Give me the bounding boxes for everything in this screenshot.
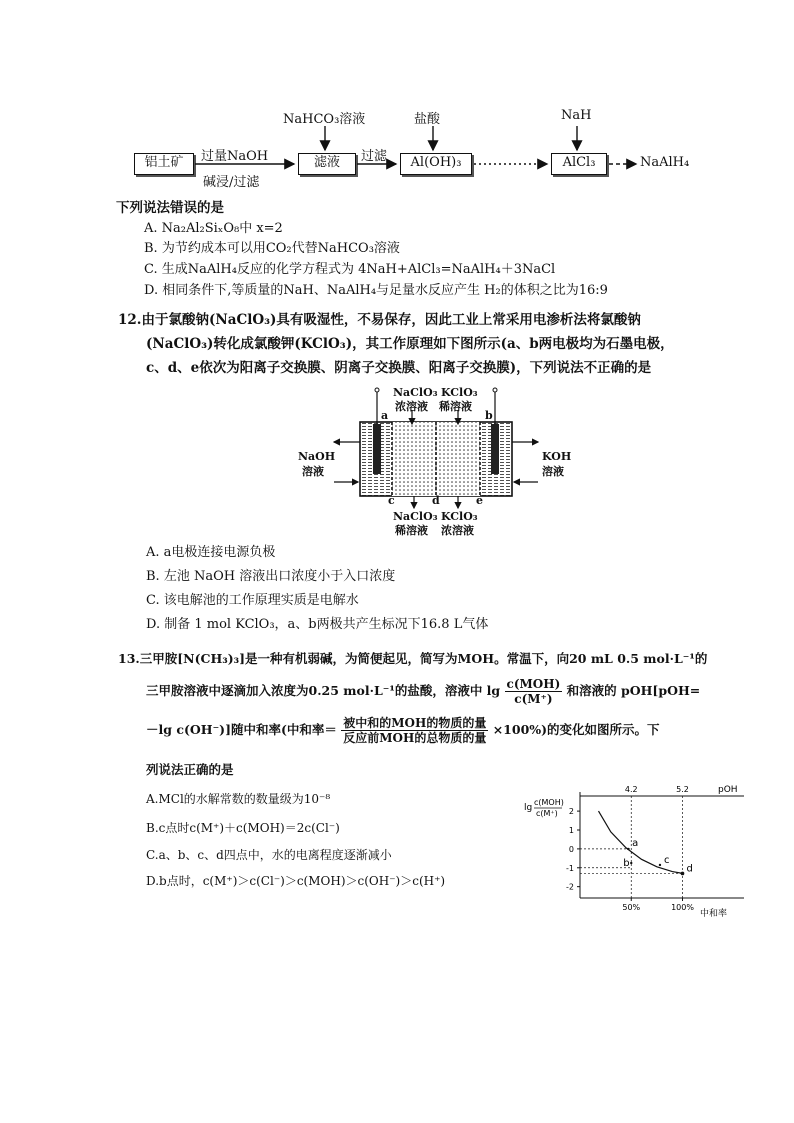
y-tick-label: 2 xyxy=(568,807,574,817)
flow-step1-bottom: 碱浸/过滤 xyxy=(203,175,260,190)
q13-line3-fraction xyxy=(341,716,488,745)
flow-step2-label: 过滤 xyxy=(361,149,388,164)
membrane-d-label: d xyxy=(432,494,440,507)
q11-option-b: B. 为节约成本可以用CO₂代替NaHCO₃溶液 xyxy=(144,241,400,256)
q11-stem: 下列说法错误的是 xyxy=(116,200,224,216)
y-tick-label: -2 xyxy=(566,882,574,892)
point-c xyxy=(659,864,661,866)
diagram-left-1: NaOH xyxy=(298,450,336,463)
q13-option-a: A.MCl的水解常数的数量级为10⁻⁸ xyxy=(146,792,331,806)
flow-reagent-nah: NaH xyxy=(561,108,592,123)
diagram-bottom-right-1: KClO₃ xyxy=(441,510,478,523)
q12-stem-line1: 12.由于氯酸钠(NaClO₃)具有吸湿性，不易保存，因此工业上常采用电渗析法将氯酸钠 xyxy=(118,312,641,328)
q13-line3-den: 反应前MOH的总物质的量 xyxy=(343,731,487,745)
q13-line2-den: c(M⁺) xyxy=(514,692,553,706)
q11-option-a: A. Na₂Al₂SiₓO₈中 x=2 xyxy=(144,221,283,236)
flow-node-start: 铝土矿 xyxy=(134,153,194,175)
top-tick-label: 5.2 xyxy=(676,785,689,794)
top-tick-label: 4.2 xyxy=(624,785,638,794)
membrane-e-label: e xyxy=(476,494,483,507)
q13-line3-num: 被中和的MOH的物质的量 xyxy=(343,716,487,730)
y-tick-label: 1 xyxy=(568,826,574,835)
q13-line2 xyxy=(146,677,700,706)
flow-step1-top: 过量NaOH xyxy=(201,149,269,164)
x-axis-label: 中和率 xyxy=(700,909,728,919)
q13-line2-num: c(MOH) xyxy=(506,677,561,691)
flow-node-filtrate: 滤液 xyxy=(298,153,356,175)
point-label-b: b xyxy=(623,858,630,870)
y-tick-label: -1 xyxy=(566,863,574,873)
flow-reagent-hcl: 盐酸 xyxy=(414,112,441,127)
flow-node-alcl3: AlCl₃ xyxy=(551,153,607,175)
top-axis-label: pOH xyxy=(718,785,738,795)
point-label-c: c xyxy=(663,854,670,866)
flow-node-end: NaAlH₄ xyxy=(640,155,690,170)
point-label-d: d xyxy=(686,863,693,875)
q13-line2-b: 和溶液的 pOH[pOH= xyxy=(566,683,701,698)
diagram-right-2: 溶液 xyxy=(542,465,564,478)
electrode-a-label: a xyxy=(381,409,389,422)
q12-stem-line2: (NaClO₃)转化成氯酸钾(KClO₃)，其工作原理如下图所示(a、b两电极均为石墨电极， xyxy=(146,336,674,352)
q13-option-d: D.b点时，c(M⁺)＞c(Cl⁻)＞c(MOH)＞c(OH⁻)＞c(H⁺) xyxy=(146,874,446,888)
q13-line3 xyxy=(146,716,660,745)
diagram-top-right-1: KClO₃ xyxy=(441,386,478,399)
q13-option-b: B.c点时c(M⁺)＋c(MOH)＝2c(Cl⁻) xyxy=(146,821,340,835)
q13-chart xyxy=(522,780,752,920)
series-line xyxy=(599,811,683,873)
q13-line3-a: －lg c(OH⁻)]随中和率(中和率＝ xyxy=(146,722,337,737)
x-tick-label: 100% xyxy=(671,903,694,912)
q13-line3-b: ×100%)的变化如图所示。下 xyxy=(492,722,660,737)
diagram-bottom-right-2: 浓溶液 xyxy=(441,524,474,537)
diagram-bottom-left-2: 稀溶液 xyxy=(395,524,428,537)
electrode-b-label: b xyxy=(485,409,493,422)
point-a xyxy=(627,848,629,850)
x-tick-label: 50% xyxy=(622,903,641,912)
diagram-top-right-2: 稀溶液 xyxy=(439,400,472,413)
q12-stem-line3: c、d、e依次为阳离子交换膜、阴离子交换膜、阳离子交换膜)，下列说法不正确的是 xyxy=(146,360,652,376)
q13-line1: 13.三甲胺[N(CH₃)₃]是一种有机弱碱，为简便起见，简写为MOH。常温下，向20 mL 0.5 mol·L⁻¹的 xyxy=(118,651,708,666)
point-label-a: a xyxy=(632,837,639,849)
q12-option-b: B. 左池 NaOH 溶液出口浓度小于入口浓度 xyxy=(146,569,396,584)
q11-option-d: D. 相同条件下,等质量的NaH、NaAlH₄与足量水反应产生 H₂的体积之比为16:9 xyxy=(144,283,608,298)
q13-chart-svg xyxy=(522,780,752,920)
chart-plot-area xyxy=(566,785,744,912)
diagram-left-2: 溶液 xyxy=(302,465,324,478)
q13-option-c: C.a、b、c、d四点中，水的电离程度逐渐减小 xyxy=(146,848,392,862)
y-label-prefix: lg xyxy=(524,803,533,813)
q13-line2-fraction xyxy=(505,677,563,706)
q12-option-a: A. a电极连接电源负极 xyxy=(146,545,276,560)
point-b xyxy=(630,862,632,864)
flow-reagent-nahco3: NaHCO₃溶液 xyxy=(283,112,366,127)
point-d xyxy=(681,872,685,876)
flow-node-aloh3: Al(OH)₃ xyxy=(400,153,472,175)
q11-option-c: C. 生成NaAlH₄反应的化学方程式为 4NaH+AlCl₃=NaAlH₄＋3NaCl xyxy=(144,262,556,277)
q12-option-d: D. 制备 1 mol KClO₃，a、b两极共产生标况下16.8 L气体 xyxy=(146,617,489,632)
membrane-c-label: c xyxy=(388,494,395,507)
q13-line2-a: 三甲胺溶液中逐滴加入浓度为0.25 mol·L⁻¹的盐酸，溶液中 lg xyxy=(146,683,501,698)
diagram-bottom-left-1: NaClO₃ xyxy=(393,510,438,523)
diagram-right-1: KOH xyxy=(542,450,572,463)
y-tick-label: 0 xyxy=(568,844,574,854)
y-label-den: c(M⁺) xyxy=(536,809,558,818)
flow-arrows xyxy=(0,0,794,200)
diagram-top-left-2: 浓溶液 xyxy=(395,400,428,413)
q12-option-c: C. 该电解池的工作原理实质是电解水 xyxy=(146,593,359,608)
q13-line4: 列说法正确的是 xyxy=(146,762,234,777)
diagram-top-left-1: NaClO₃ xyxy=(393,386,438,399)
y-label-num: c(MOH) xyxy=(534,798,564,807)
